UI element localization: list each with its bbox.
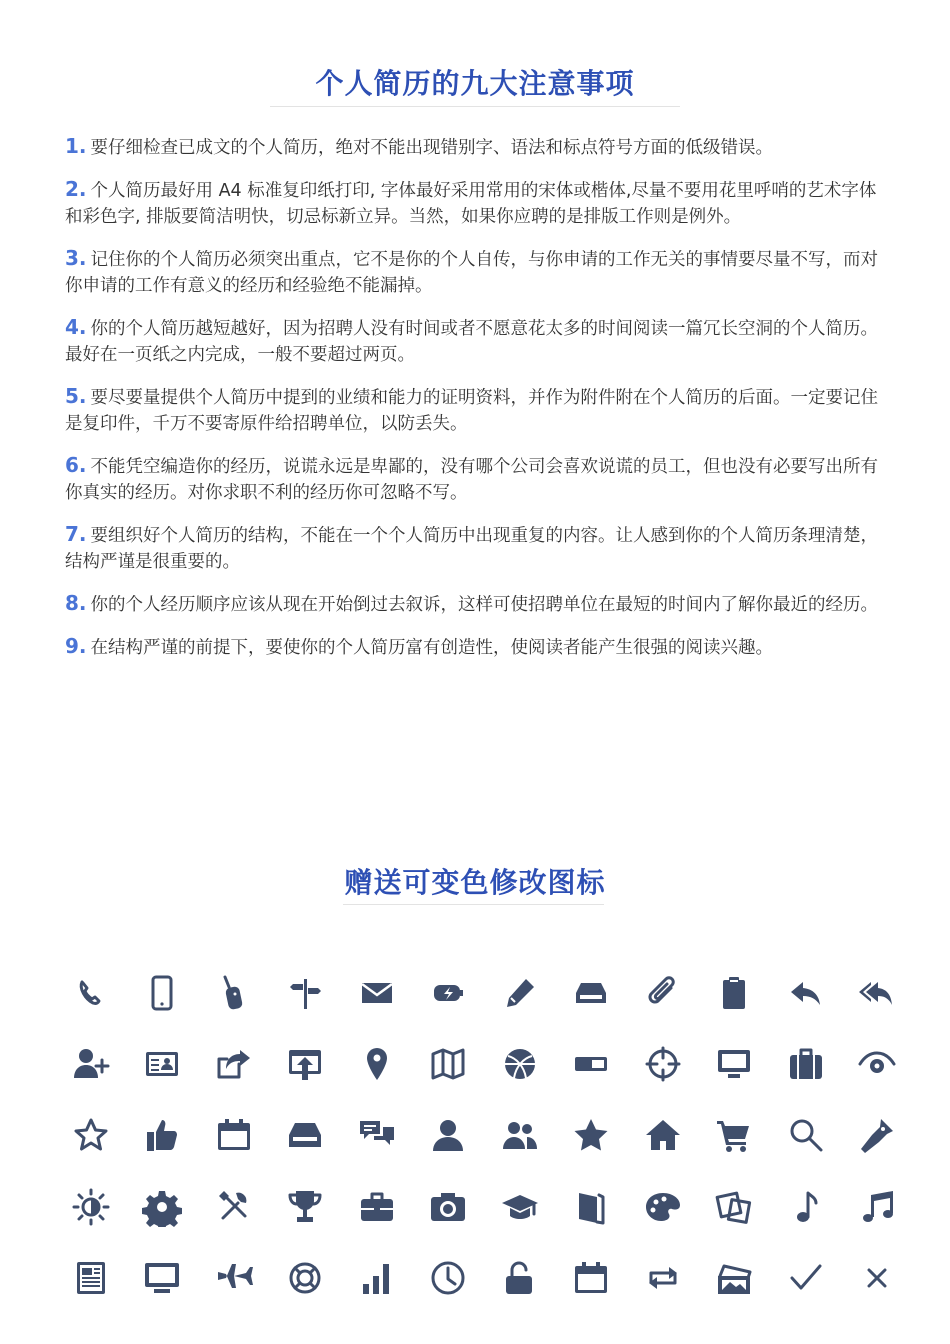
eye-icon [842, 1028, 914, 1099]
item-number: 1. [65, 134, 87, 158]
signpost-icon [270, 957, 342, 1028]
cart-icon [699, 1100, 771, 1171]
gear-icon [127, 1171, 199, 1242]
palette-icon [627, 1171, 699, 1242]
walkie-talkie-icon [198, 957, 270, 1028]
item-text: 在结构严谨的前提下，要使你的个人简历富有创造性，使阅读者能产生很强的阅读兴趣。 [90, 638, 774, 658]
id-card-icon [127, 1028, 199, 1099]
page-title: 个人简历的九大注意事项 [315, 67, 635, 100]
add-user-icon [55, 1028, 127, 1099]
calendar-icon [198, 1100, 270, 1171]
basketball-icon [484, 1028, 556, 1099]
target-icon [627, 1028, 699, 1099]
star-outline-icon [55, 1100, 127, 1171]
battery-icon [413, 957, 485, 1028]
list-item [65, 452, 890, 506]
chat-icon [341, 1100, 413, 1171]
item-text: 你的个人简历越短越好，因为招聘人没有时间或者不愿意花太多的时间阅读一篇冗长空洞的个人简历。最好在一页纸之内完成，一般不要超过两页。 [65, 319, 879, 365]
item-number: 2. [65, 177, 87, 201]
item-text: 要仔细检查已成文的个人简历，绝对不能出现错别字、语法和标点符号方面的低级错误。 [90, 138, 774, 158]
item-text: 不能凭空编造你的经历，说谎永远是卑鄙的，没有哪个公司会喜欢说谎的员工，但也没有必要写出所有你真实的经历。对你求职不利的经历你可忽略不写。 [65, 457, 879, 503]
camera-icon [413, 1171, 485, 1242]
mail-icon [341, 957, 413, 1028]
bar-chart-icon [341, 1243, 413, 1314]
book-icon [556, 1171, 628, 1242]
star-icon [556, 1100, 628, 1171]
title-divider [270, 106, 680, 107]
flashlight-icon [842, 1100, 914, 1171]
repeat-icon [627, 1243, 699, 1314]
item-number: 9. [65, 634, 87, 658]
list-item [65, 521, 890, 575]
music-note-icon [770, 1171, 842, 1242]
mobile-icon [127, 957, 199, 1028]
pencil-icon [484, 957, 556, 1028]
newspaper-icon [55, 1243, 127, 1314]
suitcase-icon [770, 1028, 842, 1099]
progress-bar-icon [556, 1028, 628, 1099]
paperclip-icon [627, 957, 699, 1028]
section-divider [343, 904, 604, 905]
thumbs-up-icon [127, 1100, 199, 1171]
reply-all-icon [842, 957, 914, 1028]
item-number: 7. [65, 522, 87, 546]
map-icon [413, 1028, 485, 1099]
share-icon [198, 1028, 270, 1099]
airplane-icon [198, 1243, 270, 1314]
item-number: 8. [65, 591, 87, 615]
inbox-icon [270, 1100, 342, 1171]
tools-icon [198, 1171, 270, 1242]
upload-icon [270, 1028, 342, 1099]
list-item [65, 176, 890, 230]
checkmark-icon [770, 1243, 842, 1314]
brightness-icon [55, 1171, 127, 1242]
phone-icon [55, 957, 127, 1028]
unlock-icon [484, 1243, 556, 1314]
search-icon [770, 1100, 842, 1171]
item-number: 4. [65, 315, 87, 339]
item-text: 要尽要量提供个人简历中提到的业绩和能力的证明资料，并作为附件附在个人简历的后面。一定要记住是复印件，千万不要寄原件给招聘单位，以防丢失。 [65, 388, 879, 434]
item-text: 记住你的个人简历必须突出重点，它不是你的个人自传，与你申请的工作无关的事情要尽量不写，而对你申请的工作有意义的经历和经验绝不能漏掉。 [65, 250, 879, 296]
item-text: 你的个人经历顺序应该从现在开始倒过去叙诉，这样可使招聘单位在最短的时间内了解你最近的经历。 [90, 595, 879, 615]
item-number: 6. [65, 453, 87, 477]
list-item [65, 245, 890, 299]
trophy-icon [270, 1171, 342, 1242]
tips-list [65, 133, 890, 676]
list-item [65, 314, 890, 368]
item-text: 个人简历最好用 A4 标准复印纸打印, 字体最好采用常用的宋体或楷体,尽量不要用花里呼哨的艺术字体和彩色字, 排版要简洁明快，切忌标新立异。当然，如果你应聘的是排版工作则是例外。 [65, 181, 877, 227]
item-number: 5. [65, 384, 87, 408]
calendar-icon [556, 1243, 628, 1314]
lifebuoy-icon [270, 1243, 342, 1314]
close-icon [842, 1243, 914, 1314]
list-item [65, 633, 890, 661]
monitor-icon [699, 1028, 771, 1099]
clipboard-icon [699, 957, 771, 1028]
reply-icon [770, 957, 842, 1028]
photos-icon [699, 1171, 771, 1242]
list-item [65, 590, 890, 618]
graduation-cap-icon [484, 1171, 556, 1242]
desktop-icon [127, 1243, 199, 1314]
item-text: 要组织好个人简历的结构，不能在一个个人简历中出现重复的内容。让人感到你的个人简历条理清楚，结构严谨是很重要的。 [65, 526, 879, 572]
user-icon [413, 1100, 485, 1171]
item-number: 3. [65, 246, 87, 270]
home-icon [627, 1100, 699, 1171]
picture-icon [699, 1243, 771, 1314]
location-pin-icon [341, 1028, 413, 1099]
music-notes-icon [842, 1171, 914, 1242]
list-item [65, 383, 890, 437]
drive-icon [556, 957, 628, 1028]
icon-grid [55, 957, 915, 1314]
clock-icon [413, 1243, 485, 1314]
icons-section-title: 赠送可变色修改图标 [344, 866, 606, 899]
briefcase-icon [341, 1171, 413, 1242]
list-item [65, 133, 890, 161]
users-icon [484, 1100, 556, 1171]
